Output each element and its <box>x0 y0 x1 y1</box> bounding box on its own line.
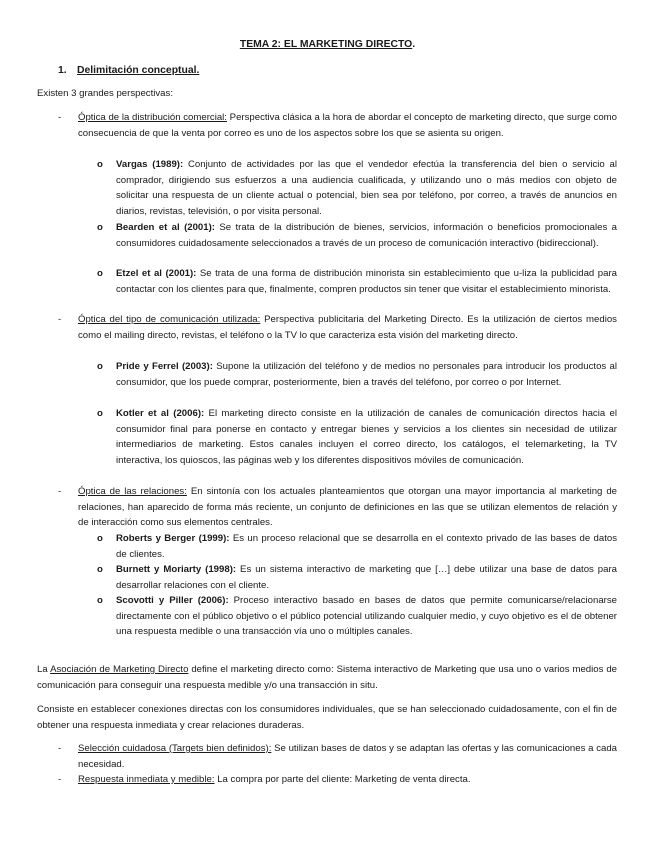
list-bullet: o <box>97 361 103 372</box>
author-roberts: Roberts y Berger (1999): Es un proceso relacional que se desarrolla en el contexto privado de las bases de datos de clientes. <box>116 533 617 560</box>
intro-text: Existen 3 grandes perspectivas: <box>37 88 173 99</box>
list-dash: - <box>58 774 62 785</box>
author-pride: Pride y Ferrel (2003): Supone la utilización del teléfono y de medios no personales para introducir los productos al consumidor, que los puede comprar, posteriormente, bien a través del teléfono, por correo o por Internet. <box>116 361 617 388</box>
consists-paragraph: Consiste en establecer conexiones directas con los consumidores individuales, que se han seleccionado cuidadosamente, con el fin de obtener una respuesta inmediata y crear relaciones duraderas. <box>37 704 617 731</box>
section-heading: 1. Delimitación conceptual. <box>58 65 200 76</box>
list-bullet: o <box>97 595 103 606</box>
list-dash: - <box>58 743 62 754</box>
author-scovotti: Scovotti y Piller (2006): Proceso interactivo basado en bases de datos que permite comunicarse/relacionarse directamente con el público objetivo o el público potencial utilizando cualquier medio, y cuyo objetivo es el de obtener una respuesta medible o una transacción vía uno o múltiples canales. <box>116 595 617 638</box>
feature-respuesta: Respuesta inmediata y medible: La compra por parte del cliente: Marketing de venta directa. <box>78 774 471 785</box>
page-title: TEMA 2: EL MARKETING DIRECTO. <box>239 39 416 50</box>
list-bullet: o <box>97 268 103 279</box>
list-bullet: o <box>97 408 103 419</box>
list-bullet: o <box>97 533 103 544</box>
perspective-comunicacion: Óptica del tipo de comunicación utilizada: Perspectiva publicitaria del Marketing Directo. Es la utilización de ciertos medios como el mailing directo, revistas, el teléfono o la TV lo que caracteriza esta visión del marketing directo. <box>78 314 617 341</box>
list-dash: - <box>58 314 62 325</box>
author-etzel: Etzel et al (2001): Se trata de una forma de distribución minorista sin establecimiento que u-liza la publicidad para contactar con los clientes para que, finalmente, compren productos sin tener que visitar el establecimiento minorista. <box>116 268 617 295</box>
list-dash: - <box>58 112 62 123</box>
list-bullet: o <box>97 159 103 170</box>
author-bearden: Bearden et al (2001): Se trata de la distribución de bienes, servicios, información o beneficios promocionales a consumidores cuidadosamente seleccionados a través de un proceso de comunicación interactivo (bidireccional). <box>116 222 617 249</box>
list-bullet: o <box>97 222 103 233</box>
list-bullet: o <box>97 564 103 575</box>
perspective-relaciones: Óptica de las relaciones: En sintonía con los actuales planteamientos que otorgan una mayor importancia al marketing de relaciones, han aparecido de forma más reciente, un conjunto de definiciones en las que se utilizan elementos de relación y de interacción como sus elementos centrales. <box>78 486 617 529</box>
author-burnett: Burnett y Moriarty (1998): Es un sistema interactivo de marketing que […] debe utilizar una base de datos para desarrollar relaciones con el cliente. <box>116 564 617 591</box>
author-vargas: Vargas (1989): Conjunto de actividades por las que el vendedor efectúa la transferencia del bien o servicio al comprador, dirigiendo sus esfuerzos a una audiencia cualificada, y utilizando uno o más medios con objeto de solicitar una respuesta de un cliente actual o potencial, bien sea por teléfono, por correo, a través de anuncios en diarios, revistas, televisión, o por visita personal. <box>116 159 617 217</box>
perspective-distribucion: Óptica de la distribución comercial: Perspectiva clásica a la hora de abordar el concepto de marketing directo, que surge como consecuencia de que la venta por correo es uno de los aspectos sobre los que se asienta su origen. <box>78 112 617 139</box>
definition-paragraph: La Asociación de Marketing Directo define el marketing directo como: Sistema interactivo de Marketing que usa uno o varios medios de comunicación para conseguir una respuesta medible y/o una transacción in situ. <box>37 664 617 691</box>
list-dash: - <box>58 486 62 497</box>
feature-seleccion: Selección cuidadosa (Targets bien definidos): Se utilizan bases de datos y se adaptan las ofertas y las comunicaciones a cada necesidad. <box>78 743 617 770</box>
author-kotler: Kotler et al (2006): El marketing directo consiste en la utilización de canales de comunicación directos hacia el consumidor final para ponerse en contacto y entregar bienes y servicios a los clientes sin necesidad de utilizar intermediarios de marketing. Estos canales incluyen el correo directo, los catálogos, el telemarketing, la TV interactiva, los quioscos, las páginas web y los diferentes dispositivos móviles de comunicación. <box>116 408 617 466</box>
